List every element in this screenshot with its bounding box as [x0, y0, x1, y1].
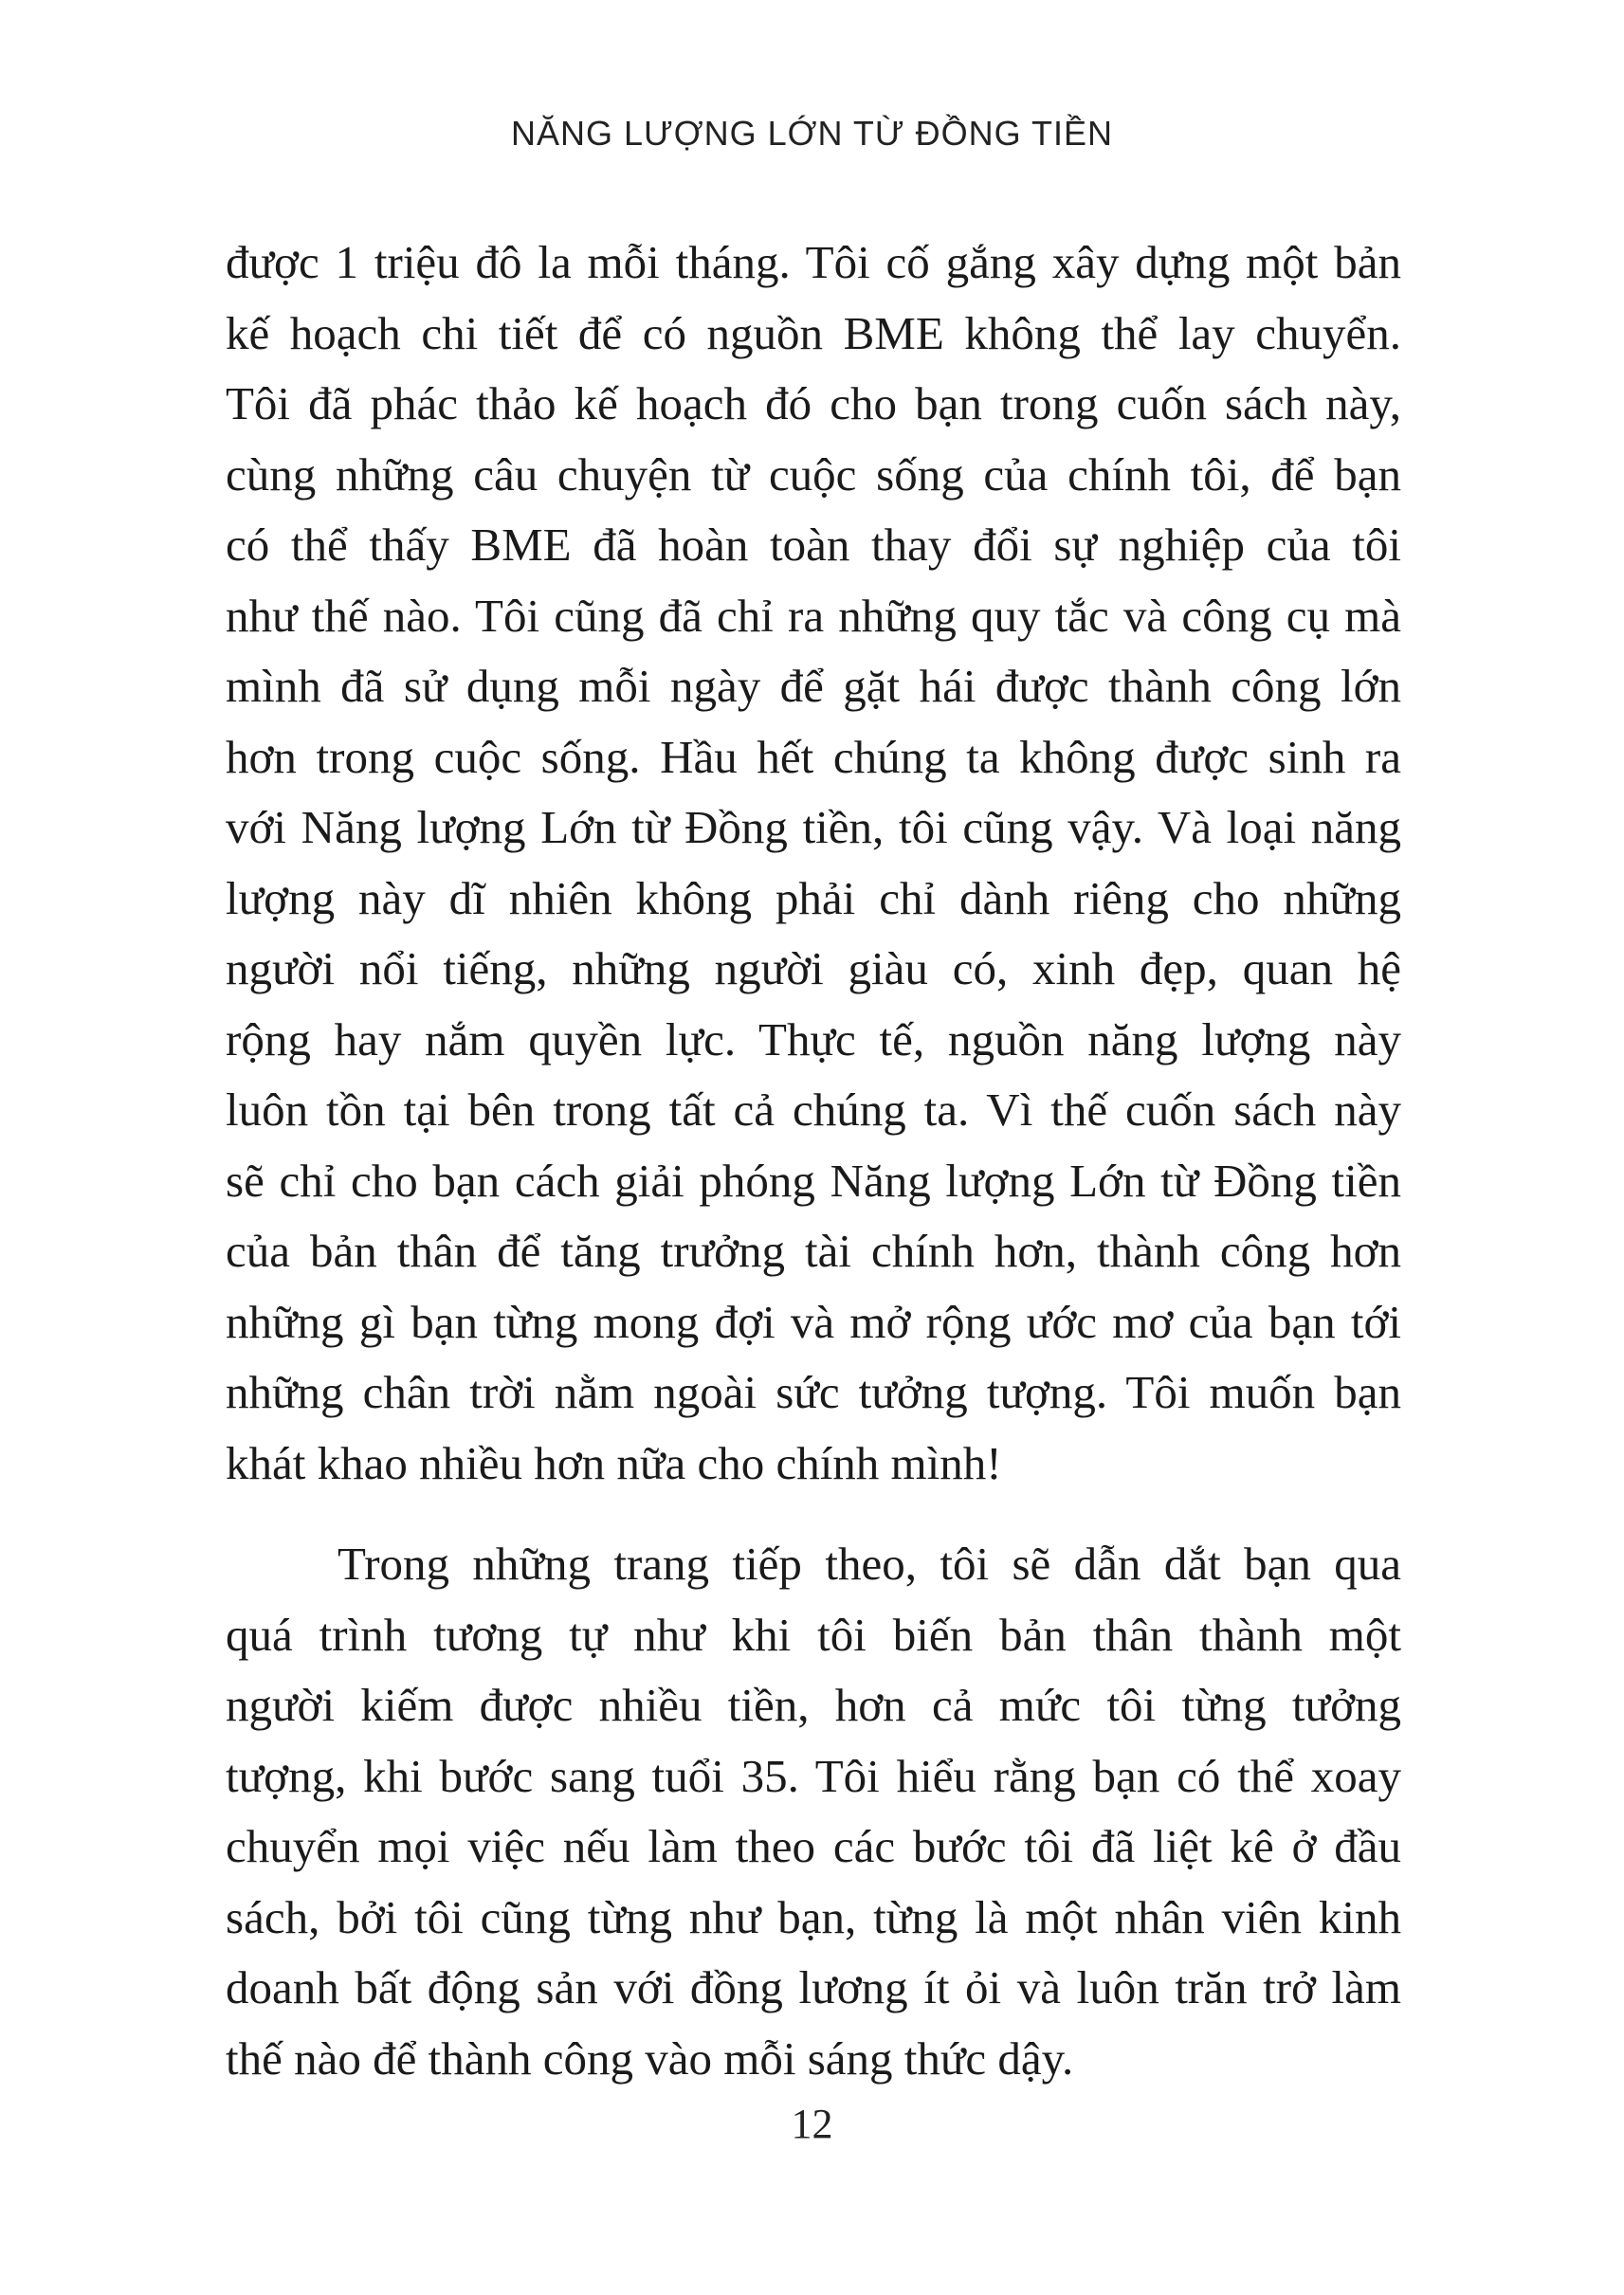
text-line: thế nào để thành công vào mỗi sáng thức dậy. [226, 2031, 1074, 2085]
text-line: mình đã sử dụng mỗi ngày để gặt hái được thành công lớn [226, 660, 1401, 712]
text-line: Trong những trang tiếp theo, tôi sẽ dẫn dắt bạn qua [338, 1538, 1401, 1590]
text-line: khát khao nhiều hơn nữa cho chính mình! [226, 1436, 1002, 1489]
text-line: những gì bạn từng mong đợi và mở rộng ước mơ của bạn tới [226, 1295, 1401, 1348]
text-line: lượng này dĩ nhiên không phải chỉ dành riêng cho những [226, 871, 1401, 924]
running-header: NĂNG LƯỢNG LỚN TỪ ĐỒNG TIỀN [511, 114, 1113, 153]
text-line: sách, bởi tôi cũng từng như bạn, từng là một nhân viên kinh [226, 1890, 1401, 1943]
text-line: tượng, khi bước sang tuổi 35. Tôi hiểu rằng bạn có thể xoay [226, 1749, 1401, 1802]
text-line: có thể thấy BME đã hoàn toàn thay đổi sự nghiệp của tôi [226, 519, 1401, 571]
text-line: của bản thân để tăng trưởng tài chính hơn, thành công hơn [226, 1225, 1401, 1277]
text-line: những chân trời nằm ngoài sức tưởng tượng. Tôi muốn bạn [226, 1366, 1401, 1418]
text-line: rộng hay nắm quyền lực. Thực tế, nguồn năng lượng này [226, 1012, 1401, 1066]
text-line: được 1 triệu đô la mỗi tháng. Tôi cố gắng xây dựng một bản [226, 236, 1401, 288]
page-number: 12 [791, 2101, 833, 2147]
text-line: như thế nào. Tôi cũng đã chỉ ra những quy tắc và công cụ mà [226, 589, 1401, 642]
text-line: sẽ chỉ cho bạn cách giải phóng Năng lượng Lớn từ Đồng tiền [226, 1154, 1401, 1207]
text-line: quá trình tương tự như khi tôi biến bản thân thành một [226, 1608, 1401, 1661]
text-line: kế hoạch chi tiết để có nguồn BME không thể lay chuyển. [226, 306, 1401, 359]
text-line: chuyển mọi việc nếu làm theo các bước tôi đã liệt kê ở đầu [226, 1820, 1401, 1872]
text-line: cùng những câu chuyện từ cuộc sống của chính tôi, để bạn [226, 447, 1401, 501]
text-line: người kiếm được nhiều tiền, hơn cả mức tôi từng tưởng [226, 1679, 1401, 1731]
text-line: với Năng lượng Lớn từ Đồng tiền, tôi cũng vậy. Và loại năng [226, 801, 1401, 853]
text-line: luôn tồn tại bên trong tất cả chúng ta. Vì thế cuốn sách này [226, 1084, 1401, 1136]
text-line: doanh bất động sản với đồng lương ít ỏi và luôn trăn trở làm [226, 1961, 1401, 2013]
paragraph-2 [226, 1529, 1401, 2094]
text-line: hơn trong cuộc sống. Hầu hết chúng ta không được sinh ra [226, 730, 1401, 783]
paragraph-1 [226, 228, 1401, 1499]
text-line: Tôi đã phác thảo kế hoạch đó cho bạn trong cuốn sách này, [226, 377, 1401, 429]
paragraph-gap [226, 1499, 1401, 1529]
body-text [226, 228, 1401, 2094]
text-line: người nổi tiếng, những người giàu có, xinh đẹp, quan hệ [226, 942, 1401, 994]
